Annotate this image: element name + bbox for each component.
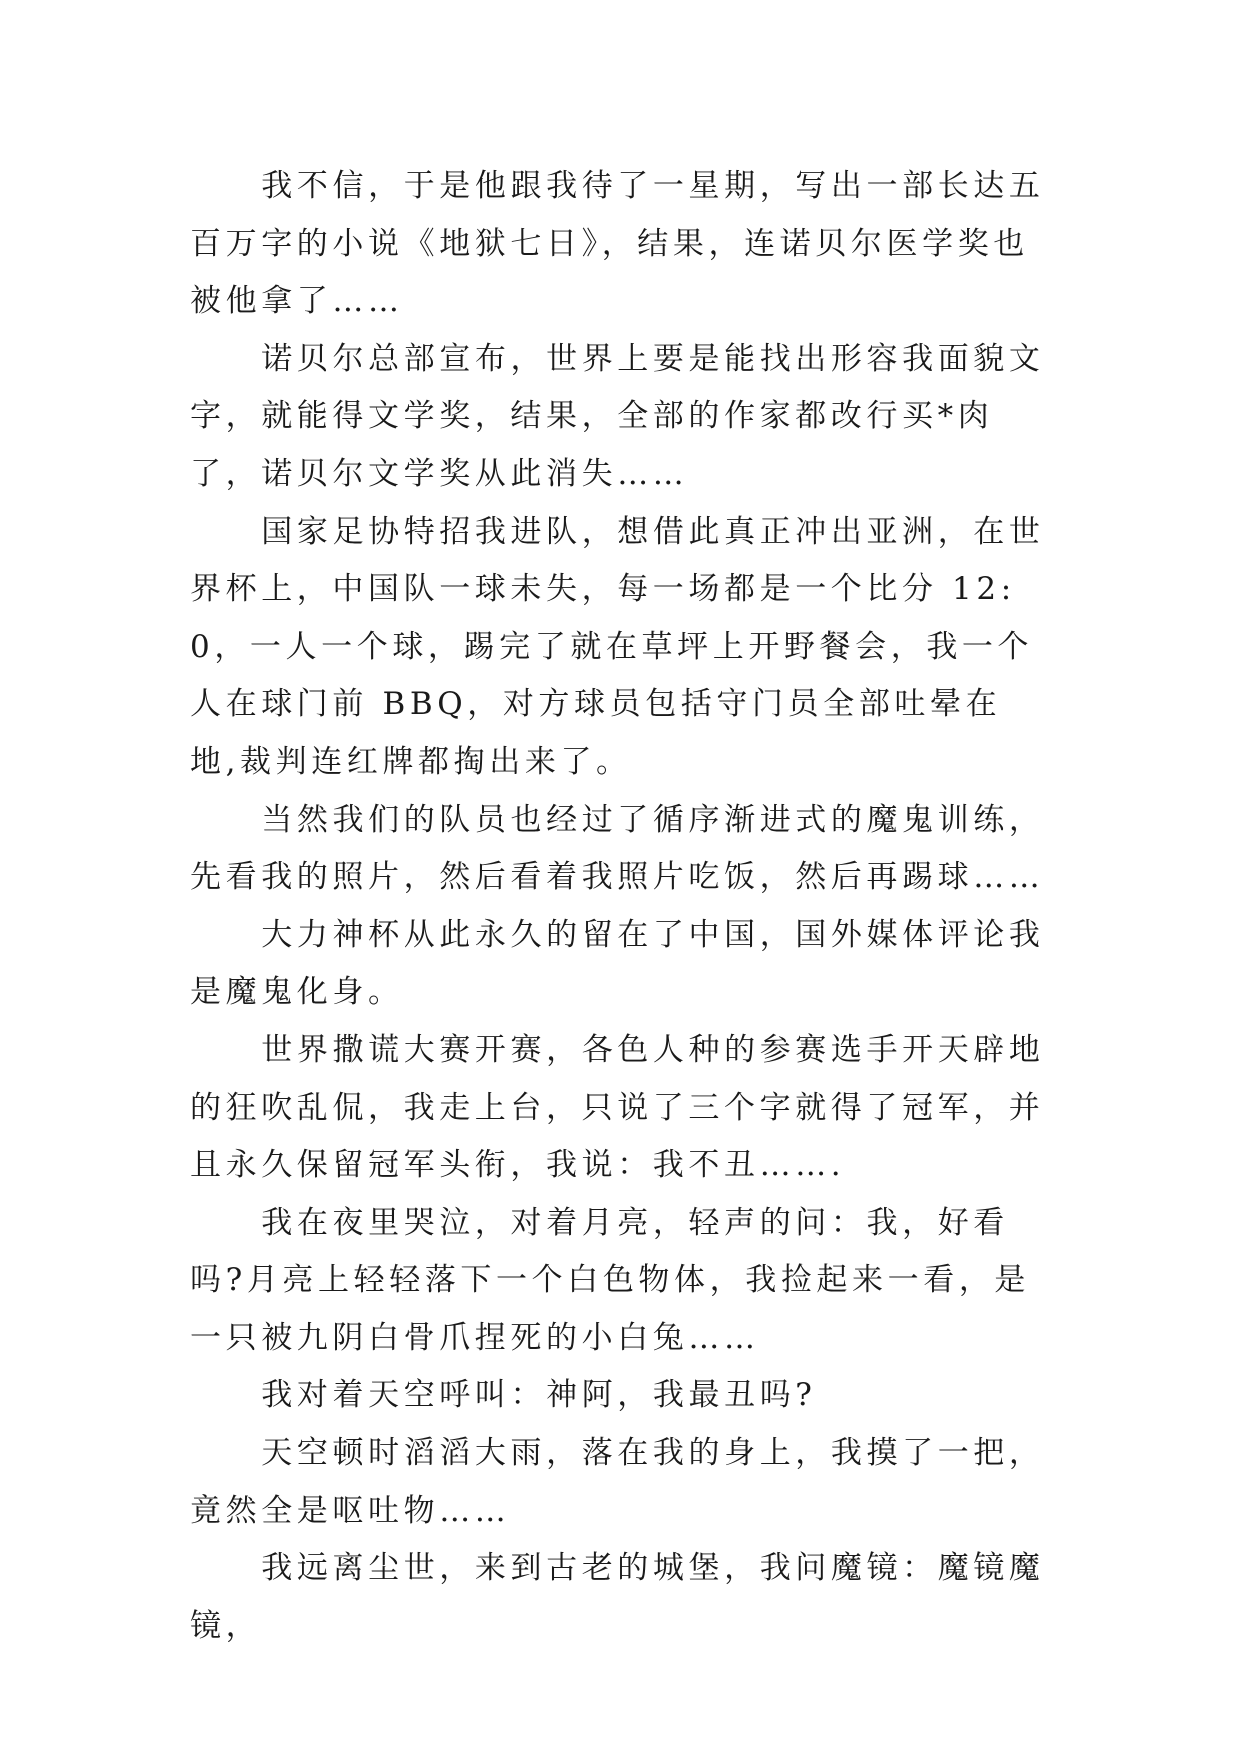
paragraph: 诺贝尔总部宣布，世界上要是能找出形容我面貌文字，就能得文学奖，结果，全部的作家都改行买*肉了，诺贝尔文学奖从此消失…… — [190, 340, 1045, 492]
paragraph: 天空顿时滔滔大雨，落在我的身上，我摸了一把，竟然全是呕吐物…… — [190, 1435, 1045, 1529]
paragraph: 我在夜里哭泣，对着月亮，轻声的问：我，好看吗?月亮上轻轻落下一个白色物体，我捡起来一看，是一只被九阴白骨爪捏死的小白兔…… — [190, 1204, 1031, 1356]
paragraph: 世界撒谎大赛开赛，各色人种的参赛选手开天辟地的狂吹乱侃，我走上台，只说了三个字就得了冠军，并且永久保留冠军头衔，我说：我不丑……. — [190, 1031, 1045, 1184]
document-body — [190, 158, 1050, 1655]
paragraph: 我不信，于是他跟我待了一星期，写出一部长达五百万字的小说《地狱七日》，结果，连诺贝尔医学奖也被他拿了…… — [190, 168, 1045, 320]
paragraph: 大力神杯从此永久的留在了中国，国外媒体评论我是魔鬼化身。 — [190, 916, 1045, 1011]
paragraph: 当然我们的队员也经过了循序渐进式的魔鬼训练，先看我的照片，然后看着我照片吃饭，然后再踢球…… — [190, 801, 1045, 896]
paragraph: 国家足协特招我进队，想借此真正冲出亚洲，在世界杯上，中国队一球未失，每一场都是一个比分 12:0，一人一个球，踢完了就在草坪上开野餐会，我一个人在球门前 BBQ，对方球员包括守门员全部吐晕在地,裁判连红牌都掏出来了。 — [190, 513, 1045, 780]
paragraph: 我对着天空呼叫：神阿，我最丑吗? — [261, 1377, 817, 1414]
paragraph: 我远离尘世，来到古老的城堡，我问魔镜：魔镜魔镜， — [190, 1550, 1045, 1644]
